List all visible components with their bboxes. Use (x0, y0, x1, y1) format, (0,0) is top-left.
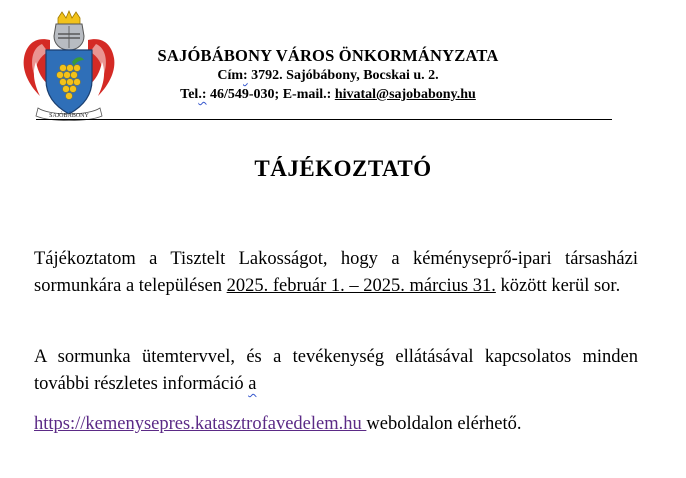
email-link[interactable]: hivatal@sajobabony.hu (334, 87, 476, 102)
address-line (118, 66, 538, 85)
website-link[interactable]: https://kemenysepres.katasztrofavedelem.hu (34, 414, 367, 434)
document-title: TÁJÉKOZTATÓ (254, 156, 432, 181)
header-divider (36, 119, 612, 120)
town-crest-logo (20, 10, 118, 122)
address-separator: : (243, 68, 248, 83)
paragraph-notice (34, 246, 638, 300)
address-label: Cím (217, 68, 243, 83)
paragraph-website (34, 411, 638, 438)
organization-name: SAJÓBÁBONY VÁROS ÖNKORMÁNYZATA (157, 46, 499, 65)
paragraph-info-last-word: a (248, 374, 257, 394)
paragraph-website-text: weboldalon elérhető. (366, 414, 522, 434)
address-value: 3792. Sajóbábony, Bocskai u. 2. (247, 68, 439, 83)
paragraph-notice-text-a: Tájékoztatom a Tisztelt Lakosságot, hogy a kéményseprő-ipari társasházi sormunkára a településen (34, 249, 638, 296)
contact-value: 46/549-030; E-mail.: (206, 87, 335, 102)
paragraph-info (34, 344, 638, 398)
crest-ribbon-text: SAJÓBÁBONY (49, 113, 89, 119)
letterhead (118, 46, 538, 104)
work-period: 2025. február 1. – 2025. március 31. (226, 276, 496, 296)
paragraph-notice-text-b: között kerül sor. (495, 276, 621, 296)
contact-separator: .: (198, 87, 207, 102)
contact-line (118, 85, 538, 104)
contact-label: Tel (180, 87, 199, 102)
paragraph-info-text: A sormunka ütemtervvel, és a tevékenység ellátásával kapcsolatos minden további részletes információ (34, 347, 638, 394)
